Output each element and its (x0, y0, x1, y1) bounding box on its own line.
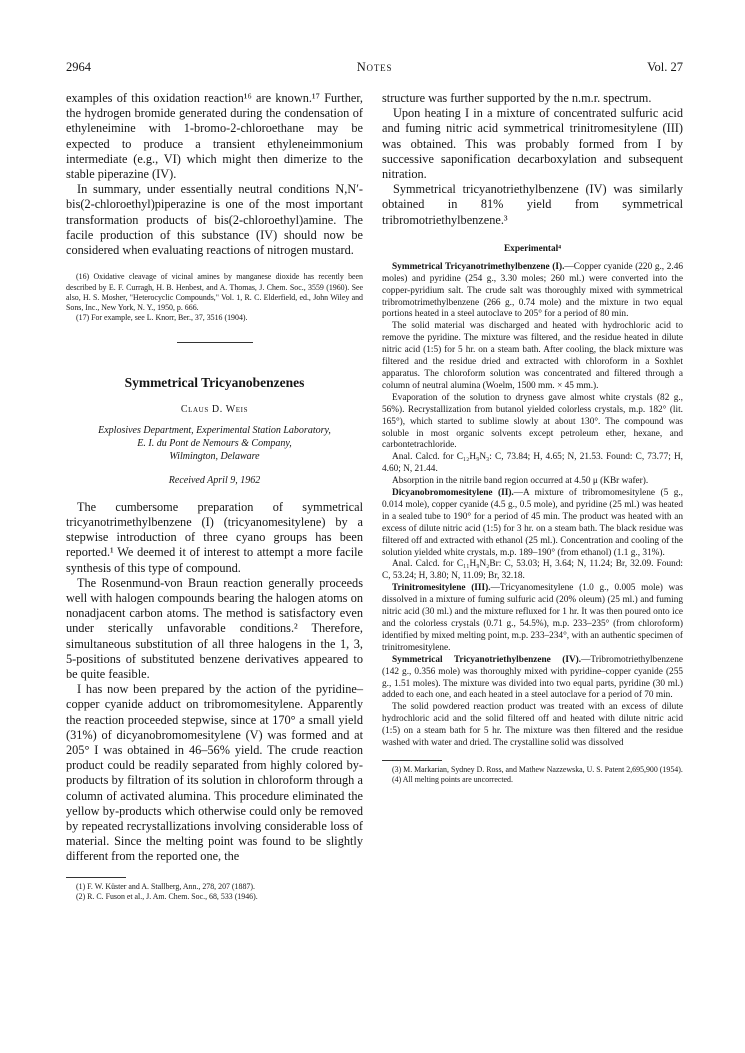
footnote: (3) M. Markarian, Sydney D. Ross, and Mathew Nazzewska, U. S. Patent 2,695,900 (1954). (392, 764, 683, 774)
compound-heading: Dicyanobromomesitylene (II). (392, 488, 514, 499)
compound-heading: Symmetrical Tricyanotrimethylbenzene (I). (392, 261, 565, 272)
article-title: Symmetrical Tricyanobenzenes (124, 374, 305, 390)
running-header (66, 60, 683, 78)
paragraph: In summary, under essentially neutral conditions N,N′-bis(2-chloroethyl)piperazine is one of the most important transformation products of bis(2-chloroethyl)amine. The facile production of this substance (IV) should now be considered when evaluating reactions of nitrogen mustard. (66, 182, 363, 258)
compound-heading: Symmetrical Tricyanotriethylbenzene (IV). (392, 654, 582, 665)
experimental-heading: Experimental⁴ (503, 243, 561, 254)
compound-heading: Trinitromesitylene (III). (392, 583, 491, 594)
experimental-paragraph (382, 262, 683, 322)
paragraph: examples of this oxidation reaction¹⁶ are known.¹⁷ Further, the hydrogen bromide generated during the condensation of ethyleneimine with 1-bromo-2-chloroethane may be expected to produce a transient ethyleneimmonium intermediate (e.g., VI) which might then dimerize to the stable piperazine (IV). (66, 91, 363, 182)
paragraph-text: —A mixture of tribromomesitylene (5 g., 0.014 mole), copper cyanide (4.5 g., 0.5 mole), and pyridine (25 ml.) was heated in a sealed tube to 190° for a period of 45 min. The product was heated with an excess of dilute nitric acid (1:5) for 3 hr. on a steam bath. The black residue was filtered off and extracted with ethanol (25 ml.). Concentration and cooling of the solution yielded white crystals, m.p. 189–190° (from ethanol) (1.1 g., 31%). (382, 488, 683, 558)
experimental-paragraph (382, 476, 683, 488)
paragraph-text: The solid powdered reaction product was treated with an excess of dilute hydrochloric acid and the solid filtered off and heated with dilute nitric acid (1:5) on a steam bath for 5 hr. The mixture was then filtered and the residue washed with water and dried. The crystalline solid was dissolved (382, 702, 683, 749)
paragraph: Upon heating I in a mixture of concentrated sulfuric acid and fuming nitric acid symmetrical trinitromesitylene (III) was obtained. This was probably formed from I by successive saponification decarboxylation and subsequent nitration. (382, 106, 683, 182)
experimental-paragraph (382, 488, 683, 559)
paragraph: Symmetrical tricyanotriethylbenzene (IV) was similarly obtained in 81% yield from symmetrical tribromotriethylbenzene.³ (382, 182, 683, 227)
experimental-paragraph (382, 321, 683, 392)
paragraph: The Rosenmund-von Braun reaction generally proceeds well with halogen compounds bearing the halogen atoms on nonadjacent carbon atoms. The method is satisfactory even under sterically unfavorable conditions.² Therefore, simultaneous substitution of all three halogens in the 1, 3, 5-positions of substituted benzene derivatives appeared to be quite feasible. (66, 575, 363, 681)
footnote: (4) All melting points are uncorrected. (392, 775, 513, 785)
author-name: Claus D. Weis (180, 403, 249, 415)
footnote: (2) R. C. Fuson et al., J. Am. Chem. Soc., 68, 533 (1946). (76, 891, 258, 901)
paragraph: I has now been prepared by the action of the pyridine–copper cyanide adduct on tribromomesitylene. Apparently the reaction proceeded stepwise, since at 170° a small yield (31%) of dicyanobromomesitylene (V) was formed and at 205° I was obtained in 46–56% yield. The crude reaction product could be readily separated from highly colored by-products by filtration of its solution in chloroform through a column of activated alumina. This procedure eliminated the yellow by-products which otherwise could only be removed by repeated recrystallizations involving considerable loss of material. Since the melting point was found to be slightly different from the reported one, the (66, 682, 363, 864)
footnote: (1) F. W. Küster and A. Stallberg, Ann., 278, 207 (1887). (76, 881, 255, 891)
affiliation-line: Explosives Department, Experimental Station Laboratory, (98, 424, 331, 436)
experimental-paragraph (382, 583, 683, 654)
paragraph-text: —Copper cyanide (220 g., 2.46 moles) and pyridine (254 g., 3.30 moles; 260 ml.) were converted into the copper-pyridium salt. The crude salt was thoroughly mixed with symmetrical tribromotrimethylbenzene (266 g., 0.74 mole) and the mixture in two equal portions heated in a steel autoclave to 205° for a period of 80 min. (382, 261, 683, 320)
paragraph-text: Absorption in the nitrile band region occurred at 4.50 μ (KBr wafer). (392, 476, 649, 487)
paragraph-text: Anal. Calcd. for C₁₁H₉N₂Br: C, 53.03; H, 3.64; N, 11.24; Br, 32.09. Found: C, 53.24; H, 3.80; N, 11.09; Br, 32.18. (382, 559, 683, 582)
paragraph: The cumbersome preparation of symmetrical tricyanotrimethylbenzene (I) (tricyanomesitylene) by a stepwise introduction of three cyano groups has been reported.¹ We deemed it of interest to attempt a more facile synthesis of this type of compound. (66, 499, 363, 575)
experimental-paragraph (382, 655, 683, 703)
received-date: Received April 9, 1962 (168, 474, 261, 486)
page-number: 2964 (66, 60, 91, 74)
paragraph-text: —Tricyanomesitylene (1.0 g., 0.005 mole) was dissolved in a mixture of fuming sulfuric acid (20% oleum) (25 ml.) and fuming nitric acid (30 ml.) and the mixture refluxed for 1 hr. It was then poured onto ice and the colorless crystals (0.71 g., 54.5%), m.p. 233–235° (from chloroform) identified by mixed melting point, m.p. 233–234°, with an authentic specimen of trinitromesitylene. (382, 583, 683, 653)
affiliation-line: Wilmington, Delaware (169, 450, 260, 462)
paragraph-text: Anal. Calcd. for C₁₂H₉N₃: C, 73.84; H, 4.65; N, 21.53. Found: C, 73.77; H, 4.60; N, 21.44. (382, 452, 683, 475)
affiliation-line: E. I. du Pont de Nemours & Company, (137, 437, 292, 449)
separator-rule (177, 342, 253, 343)
experimental-paragraph (382, 393, 683, 453)
paragraph-text: —Tribromotriethylbenzene (142 g., 0.356 mole) was thoroughly mixed with pyridine–copper cyanide (255 g., 1.51 moles). The mixture was divided into two equal parts, pyridine (30 ml.) added to each one, and each heated in a steel autoclave for a period of 70 min. (382, 654, 683, 701)
volume-label: Vol. 27 (647, 60, 683, 74)
paragraph: structure was further supported by the n.m.r. spectrum. (382, 91, 652, 105)
footnote: (17) For example, see L. Knorr, Ber., 37, 3516 (1904). (76, 313, 248, 323)
left-column (66, 91, 363, 902)
affiliation (66, 424, 363, 463)
paragraph-text: Evaporation of the solution to dryness gave almost white crystals (82 g., 56%). Recrystallization from butanol yielded colorless crystals, m.p. 182° (lit. 165°), which started to sublime slowly at about 130°. The compound was soluble in most organic solvents except petroleum ether, hexane, and carbontetrachloride. (382, 392, 683, 451)
footnote: (16) Oxidative cleavage of vicinal amines by manganese dioxide has recently been described by E. F. Curragh, H. B. Henbest, and A. Thomas, J. Chem. Soc., 3559 (1960). See also, H. S. Mosher, "Heterocyclic Compounds," Vol. 1, R. C. Elderfield, ed., John Wiley and Sons, Inc., New York, N. Y., 1950, p. 666. (66, 272, 363, 313)
paragraph-text: The solid material was discharged and heated with hydrochloric acid to remove the pyridine. The mixture was filtered, and the residue heated in dilute nitric acid (1:5) for 5 hr. on a steam bath. After cooling, the black mixture was filtered and the residue dried and extracted with chloroform in a Soxhlet apparatus. The chloroform solution was concentrated and filtered through a column of neutral alumina (Woelm, 1500 mm. × 45 mm.). (382, 321, 683, 391)
analysis-paragraph (382, 559, 683, 583)
section-name: Notes (356, 60, 393, 74)
right-column (382, 91, 683, 786)
experimental-paragraph (382, 702, 683, 750)
analysis-paragraph (382, 452, 683, 476)
